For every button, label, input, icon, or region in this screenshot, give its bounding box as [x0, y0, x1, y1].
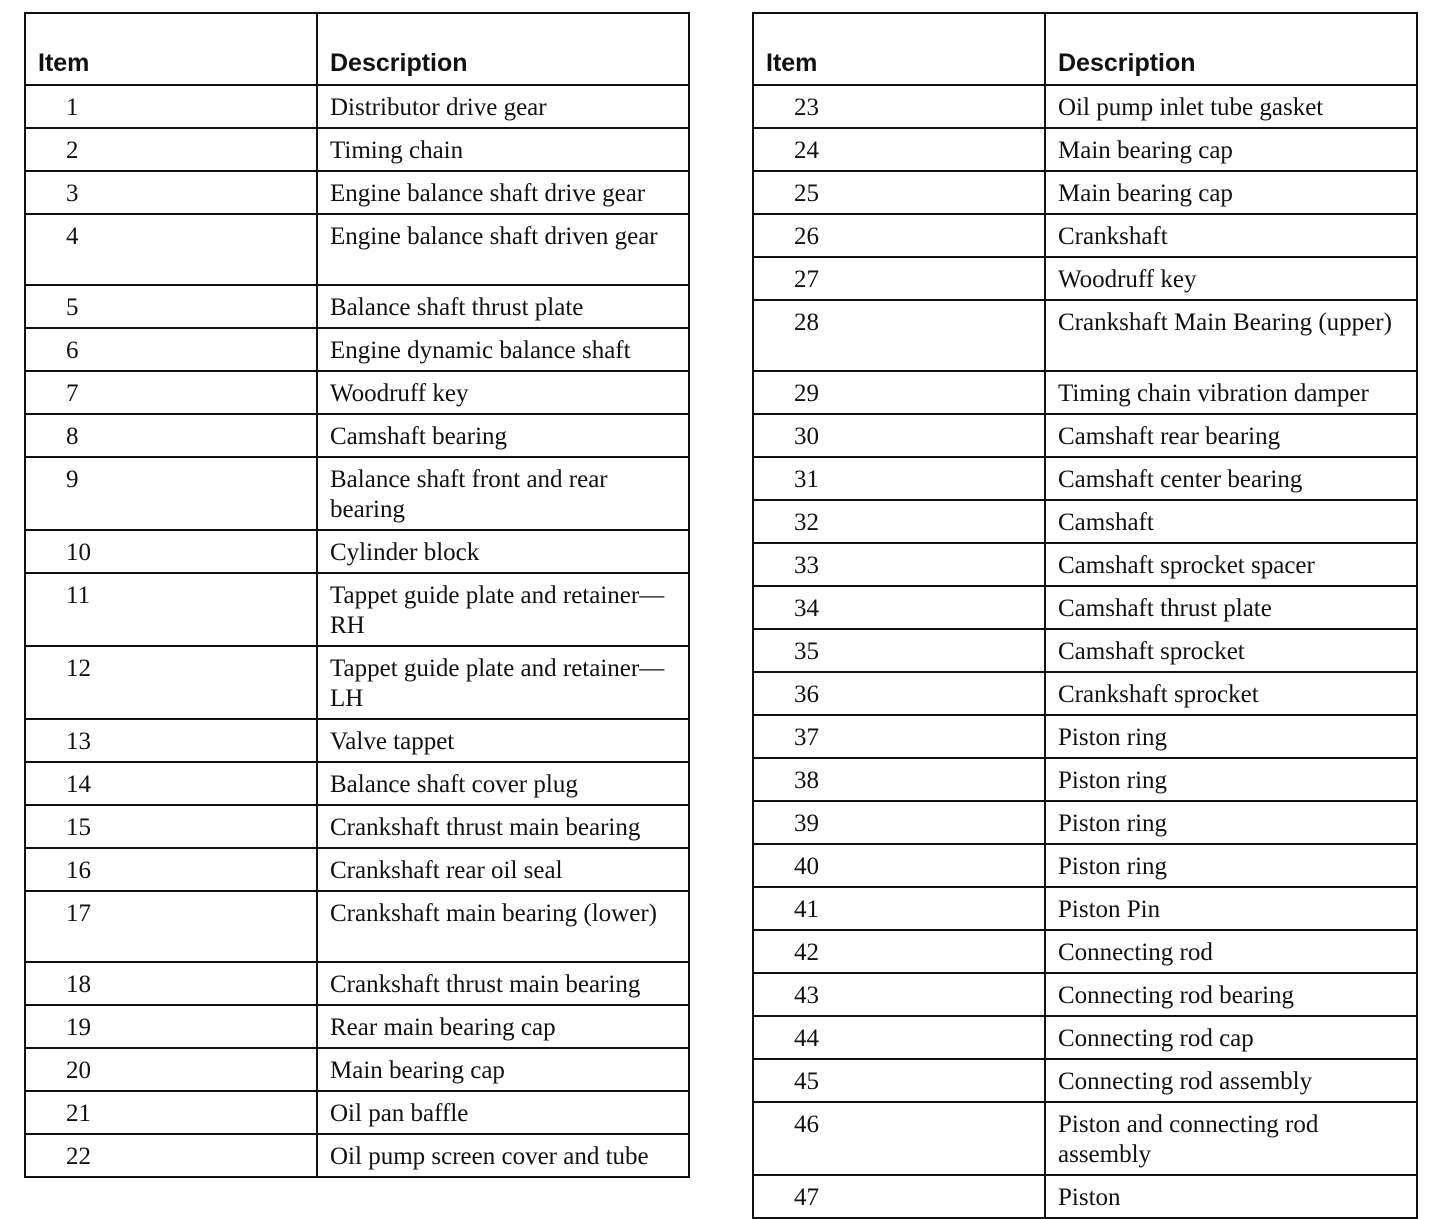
table-row [25, 962, 689, 1005]
item-description-cell [1045, 457, 1417, 500]
item-number: 33 [794, 552, 819, 579]
item-description: Crankshaft sprocket [1058, 681, 1259, 708]
item-description-cell [317, 1134, 689, 1177]
table-row [753, 1016, 1417, 1059]
item-number: 14 [66, 771, 91, 798]
item-number: 26 [794, 223, 819, 250]
item-number-cell [25, 457, 317, 530]
table-row [753, 128, 1417, 171]
item-number-cell [753, 500, 1045, 543]
item-description: Engine balance shaft drive gear [330, 180, 646, 207]
item-number-cell [753, 1102, 1045, 1175]
item-number-cell [753, 171, 1045, 214]
item-number-cell [25, 414, 317, 457]
table-row [25, 573, 689, 646]
item-number-cell [753, 85, 1045, 128]
item-number-cell [753, 414, 1045, 457]
item-number-cell [753, 1175, 1045, 1218]
item-number-cell [25, 1091, 317, 1134]
table-row [753, 300, 1417, 371]
item-number: 9 [66, 466, 79, 493]
item-number-cell [753, 629, 1045, 672]
item-number: 43 [794, 982, 819, 1009]
item-number-cell [753, 715, 1045, 758]
item-number-cell [753, 672, 1045, 715]
item-description-cell [1045, 85, 1417, 128]
item-number-cell [753, 457, 1045, 500]
item-number: 34 [794, 595, 819, 622]
item-number: 15 [66, 814, 91, 841]
item-number: 40 [794, 853, 819, 880]
item-number-cell [25, 646, 317, 719]
item-number: 27 [794, 266, 819, 293]
item-number: 18 [66, 971, 91, 998]
table-row [25, 719, 689, 762]
item-description: Main bearing cap [330, 1057, 505, 1084]
table-row [753, 930, 1417, 973]
table-row [753, 1059, 1417, 1102]
header-description: Description [1045, 13, 1417, 85]
table-row [25, 762, 689, 805]
item-number-cell [25, 762, 317, 805]
table-row [25, 171, 689, 214]
table-row [753, 214, 1417, 257]
item-number-cell [753, 586, 1045, 629]
item-number: 44 [794, 1025, 819, 1052]
item-description: Cylinder block [330, 539, 480, 566]
item-description-cell [317, 285, 689, 328]
item-description: Woodruff key [1058, 266, 1197, 293]
item-number-cell [753, 801, 1045, 844]
item-description: Oil pump screen cover and tube [330, 1143, 649, 1170]
item-number: 20 [66, 1057, 91, 1084]
header-row [25, 13, 689, 85]
table-row [25, 457, 689, 530]
item-number: 23 [794, 94, 819, 121]
item-description-cell [317, 457, 689, 530]
item-number-cell [25, 573, 317, 646]
table-row [25, 891, 689, 962]
item-description-cell [1045, 801, 1417, 844]
item-number-cell [753, 930, 1045, 973]
item-number: 45 [794, 1068, 819, 1095]
item-number-cell [753, 214, 1045, 257]
item-description: Camshaft thrust plate [1058, 595, 1272, 622]
table-row [753, 85, 1417, 128]
item-number: 13 [66, 728, 91, 755]
item-number-cell [753, 1059, 1045, 1102]
item-description: Piston ring [1058, 853, 1168, 880]
table-row [25, 128, 689, 171]
item-description-cell [1045, 257, 1417, 300]
item-description: Balance shaft front and rear bearing [330, 466, 608, 523]
item-description: Crankshaft thrust main bearing [330, 971, 641, 998]
item-number: 32 [794, 509, 819, 536]
table-row [25, 646, 689, 719]
table-row [753, 543, 1417, 586]
item-number: 3 [66, 180, 79, 207]
item-number: 25 [794, 180, 819, 207]
item-description: Camshaft center bearing [1058, 466, 1303, 493]
table-row [753, 457, 1417, 500]
table-row [25, 1091, 689, 1134]
item-number: 8 [66, 423, 79, 450]
item-description-cell [1045, 1059, 1417, 1102]
table-row [25, 371, 689, 414]
table-row [25, 805, 689, 848]
item-description: Engine balance shaft driven gear [330, 223, 658, 250]
item-number-cell [753, 758, 1045, 801]
item-description: Camshaft rear bearing [1058, 423, 1281, 450]
item-description-cell [1045, 586, 1417, 629]
item-description-cell [317, 1005, 689, 1048]
item-description: Tappet guide plate and retainer—RH [330, 582, 665, 639]
table-row [25, 285, 689, 328]
table-row [753, 887, 1417, 930]
item-description-cell [317, 328, 689, 371]
item-description: Piston and connecting rod assembly [1058, 1111, 1319, 1168]
item-description: Piston [1058, 1184, 1121, 1211]
item-description: Tappet guide plate and retainer—LH [330, 655, 665, 712]
item-description: Connecting rod bearing [1058, 982, 1295, 1009]
item-number: 31 [794, 466, 819, 493]
item-number-cell [753, 543, 1045, 586]
table-row [753, 500, 1417, 543]
item-number-cell [753, 371, 1045, 414]
item-description-cell [1045, 414, 1417, 457]
item-number: 35 [794, 638, 819, 665]
item-description-cell [1045, 1175, 1417, 1218]
item-number: 29 [794, 380, 819, 407]
item-description-cell [1045, 543, 1417, 586]
item-number-cell [25, 1005, 317, 1048]
item-number: 2 [66, 137, 79, 164]
item-number: 38 [794, 767, 819, 794]
item-description-cell [317, 1091, 689, 1134]
table-row [753, 629, 1417, 672]
item-description: Rear main bearing cap [330, 1014, 556, 1041]
item-number-cell [25, 848, 317, 891]
item-number-cell [25, 128, 317, 171]
item-description-cell [317, 891, 689, 962]
item-number-cell [25, 328, 317, 371]
item-number-cell [25, 1048, 317, 1091]
item-description: Woodruff key [330, 380, 469, 407]
item-description: Crankshaft thrust main bearing [330, 814, 641, 841]
table-row [753, 801, 1417, 844]
table-row [25, 848, 689, 891]
table-row [753, 1175, 1417, 1218]
item-number: 7 [66, 380, 79, 407]
item-number-cell [25, 805, 317, 848]
item-number: 4 [66, 223, 79, 250]
item-description: Crankshaft rear oil seal [330, 857, 563, 884]
item-description: Connecting rod [1058, 939, 1213, 966]
item-description: Piston ring [1058, 767, 1168, 794]
header-item: Item [25, 13, 317, 85]
item-description-cell [1045, 844, 1417, 887]
header-row [753, 13, 1417, 85]
table-row [25, 214, 689, 285]
item-description-cell [317, 1048, 689, 1091]
item-description-cell [317, 414, 689, 457]
item-description-cell [317, 85, 689, 128]
header-item: Item [753, 13, 1045, 85]
item-number-cell [753, 1016, 1045, 1059]
item-description: Piston ring [1058, 810, 1168, 837]
item-number: 36 [794, 681, 819, 708]
table-row [753, 171, 1417, 214]
item-number: 24 [794, 137, 819, 164]
item-description-cell [1045, 973, 1417, 1016]
item-description: Balance shaft thrust plate [330, 294, 584, 321]
item-description: Connecting rod assembly [1058, 1068, 1313, 1095]
item-description-cell [317, 214, 689, 285]
item-description-cell [1045, 300, 1417, 371]
item-description-cell [317, 646, 689, 719]
item-description-cell [1045, 715, 1417, 758]
item-description-cell [317, 805, 689, 848]
item-number-cell [753, 257, 1045, 300]
item-number-cell [753, 300, 1045, 371]
item-description: Piston ring [1058, 724, 1168, 751]
item-number: 16 [66, 857, 91, 884]
table-row [25, 530, 689, 573]
item-number: 28 [794, 309, 819, 336]
table-row [753, 672, 1417, 715]
item-number-cell [753, 887, 1045, 930]
item-number: 46 [794, 1111, 819, 1138]
item-description-cell [1045, 930, 1417, 973]
table-row [753, 586, 1417, 629]
item-description-cell [317, 371, 689, 414]
table-row [753, 844, 1417, 887]
table-row [753, 371, 1417, 414]
table-row [753, 973, 1417, 1016]
item-description-cell [317, 962, 689, 1005]
item-description-cell [317, 171, 689, 214]
table-row [25, 328, 689, 371]
item-number-cell [25, 962, 317, 1005]
item-number-cell [25, 285, 317, 328]
parts-table-left [24, 12, 690, 1178]
item-description: Timing chain vibration damper [1058, 380, 1369, 407]
item-number-cell [25, 371, 317, 414]
item-description-cell [1045, 672, 1417, 715]
item-description-cell [317, 573, 689, 646]
table-row [753, 414, 1417, 457]
item-description: Camshaft sprocket [1058, 638, 1245, 665]
item-description: Distributor drive gear [330, 94, 547, 121]
item-number: 41 [794, 896, 819, 923]
item-description-cell [1045, 629, 1417, 672]
item-description: Camshaft bearing [330, 423, 508, 450]
table-row [25, 1048, 689, 1091]
item-description: Main bearing cap [1058, 180, 1233, 207]
item-number: 6 [66, 337, 79, 364]
item-number: 19 [66, 1014, 91, 1041]
item-description-cell [317, 719, 689, 762]
table-row [753, 1102, 1417, 1175]
item-description-cell [317, 848, 689, 891]
item-number-cell [25, 891, 317, 962]
item-description-cell [317, 530, 689, 573]
item-description-cell [1045, 758, 1417, 801]
item-description: Crankshaft [1058, 223, 1168, 250]
item-number: 17 [66, 900, 91, 927]
item-number: 5 [66, 294, 79, 321]
table-row [753, 758, 1417, 801]
item-description: Connecting rod cap [1058, 1025, 1254, 1052]
table-row [753, 715, 1417, 758]
item-number: 11 [66, 582, 91, 609]
item-description-cell [1045, 1016, 1417, 1059]
item-description-cell [317, 128, 689, 171]
header-description: Description [317, 13, 689, 85]
item-description-cell [317, 762, 689, 805]
item-number: 22 [66, 1143, 91, 1170]
table-row [25, 414, 689, 457]
item-description-cell [1045, 500, 1417, 543]
item-description: Main bearing cap [1058, 137, 1233, 164]
item-number: 12 [66, 655, 91, 682]
item-description: Crankshaft main bearing (lower) [330, 900, 657, 927]
item-number-cell [25, 530, 317, 573]
item-description: Timing chain [330, 137, 464, 164]
item-description-cell [1045, 371, 1417, 414]
item-number-cell [753, 973, 1045, 1016]
item-number: 1 [66, 94, 79, 121]
item-description-cell [1045, 171, 1417, 214]
item-number-cell [753, 844, 1045, 887]
item-number-cell [25, 85, 317, 128]
item-description: Engine dynamic balance shaft [330, 337, 631, 364]
item-description-cell [1045, 887, 1417, 930]
item-description: Camshaft sprocket spacer [1058, 552, 1315, 579]
item-description: Oil pan baffle [330, 1100, 469, 1127]
table-row [25, 1134, 689, 1177]
item-number-cell [25, 171, 317, 214]
item-description: Valve tappet [330, 728, 455, 755]
item-description: Camshaft [1058, 509, 1154, 536]
table-row [25, 85, 689, 128]
item-description: Oil pump inlet tube gasket [1058, 94, 1324, 121]
item-number: 21 [66, 1100, 91, 1127]
item-description: Crankshaft Main Bearing (upper) [1058, 309, 1392, 336]
item-number: 30 [794, 423, 819, 450]
table-row [25, 1005, 689, 1048]
item-description: Balance shaft cover plug [330, 771, 578, 798]
table-row [753, 257, 1417, 300]
item-number: 42 [794, 939, 819, 966]
item-description: Piston Pin [1058, 896, 1161, 923]
item-number-cell [25, 1134, 317, 1177]
parts-table-right [752, 12, 1418, 1219]
item-number-cell [25, 214, 317, 285]
item-number: 39 [794, 810, 819, 837]
item-number: 47 [794, 1184, 819, 1211]
item-number: 10 [66, 539, 91, 566]
item-number: 37 [794, 724, 819, 751]
item-description-cell [1045, 128, 1417, 171]
item-number-cell [25, 719, 317, 762]
item-description-cell [1045, 214, 1417, 257]
item-description-cell [1045, 1102, 1417, 1175]
item-number-cell [753, 128, 1045, 171]
